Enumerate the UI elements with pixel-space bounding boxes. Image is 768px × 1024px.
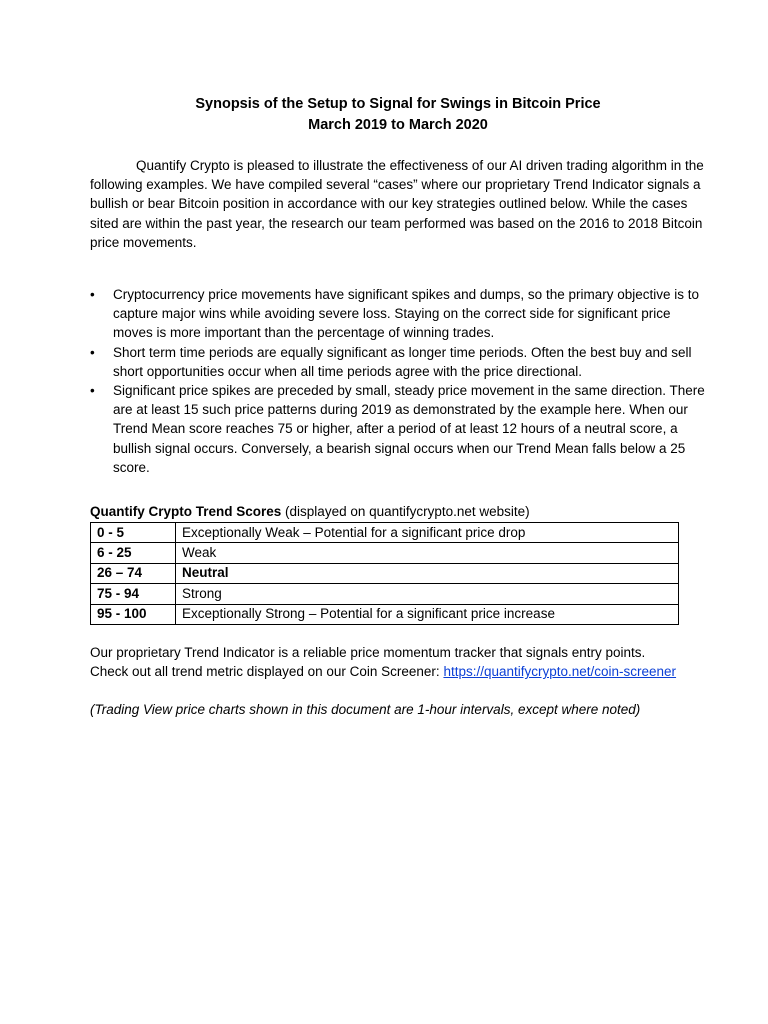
bullet-item-2 xyxy=(90,343,712,381)
score-description-cell: Strong xyxy=(176,584,679,604)
score-description-cell: Weak xyxy=(176,543,679,563)
outro-line-2: Check out all trend metric displayed on our Coin Screener: xyxy=(90,664,444,680)
bullet-text: Significant price spikes are preceded by small, steady price movement in the same direction. There are at least 15 such price patterns during 2019 as demonstrated by the example here. When our Trend Mean score reaches 75 or higher, after a period of at least 12 hours of a neutral score, a bullish signal occurs. Conversely, a bearish signal occurs when our Trend Mean falls below a 25 score. xyxy=(113,383,705,475)
table-row xyxy=(91,584,679,604)
score-description-cell: Exceptionally Weak – Potential for a significant price drop xyxy=(176,523,679,543)
caption-note: (displayed on quantifycrypto.net website) xyxy=(281,504,530,519)
chart-interval-note: (Trading View price charts shown in this document are 1-hour intervals, except where noted) xyxy=(90,702,641,717)
bullet-text: Short term time periods are equally significant as longer time periods. Often the best buy and sell short opportunities occur when all time periods agree with the price directional. xyxy=(113,344,692,379)
score-range-cell: 75 - 94 xyxy=(91,584,176,604)
coin-screener-link[interactable]: https://quantifycrypto.net/coin-screener xyxy=(443,664,677,680)
table-row xyxy=(91,604,679,624)
score-description-cell: Neutral xyxy=(176,563,679,583)
table-row xyxy=(91,543,679,563)
trend-scores-caption xyxy=(90,502,530,521)
bullet-icon: • xyxy=(90,287,95,302)
trend-scores-table xyxy=(90,522,679,625)
score-description-cell: Exceptionally Strong – Potential for a significant price increase xyxy=(176,604,679,624)
score-range-cell: 26 – 74 xyxy=(91,563,176,583)
score-range-cell: 95 - 100 xyxy=(91,604,176,624)
title-line-2: March 2019 to March 2020 xyxy=(308,117,488,133)
strategy-bullet-list xyxy=(90,285,712,477)
caption-title: Quantify Crypto Trend Scores xyxy=(90,504,282,519)
bullet-item-1 xyxy=(90,285,712,343)
title-line-1: Synopsis of the Setup to Signal for Swings in Bitcoin Price xyxy=(195,96,601,112)
score-range-cell: 6 - 25 xyxy=(91,543,176,563)
outro-paragraph xyxy=(90,643,730,681)
bullet-item-3 xyxy=(90,381,712,477)
outro-line-1: Our proprietary Trend Indicator is a reliable price momentum tracker that signals entry points. xyxy=(90,645,646,660)
document-title xyxy=(0,94,768,136)
bullet-icon: • xyxy=(90,344,95,360)
bullet-icon: • xyxy=(90,383,95,399)
bullet-text: Cryptocurrency price movements have significant spikes and dumps, so the primary objective is to capture major wins while avoiding severe loss. Staying on the correct side for significant price moves is more important than the percentage of winning trades. xyxy=(113,287,700,341)
table-row xyxy=(91,563,679,583)
score-range-cell: 0 - 5 xyxy=(91,523,176,543)
table-row xyxy=(91,523,679,543)
intro-paragraph: Quantify Crypto is pleased to illustrate the effectiveness of our AI driven trading algorithm in the following examples. We have compiled several “cases” where our proprietary Trend Indicator signals a bullish or bear Bitcoin position in accordance with our key strategies outlined below. While the cases sited are within the past year, the research our team performed was based on the 2016 to 2018 Bitcoin price movements. xyxy=(90,158,704,250)
